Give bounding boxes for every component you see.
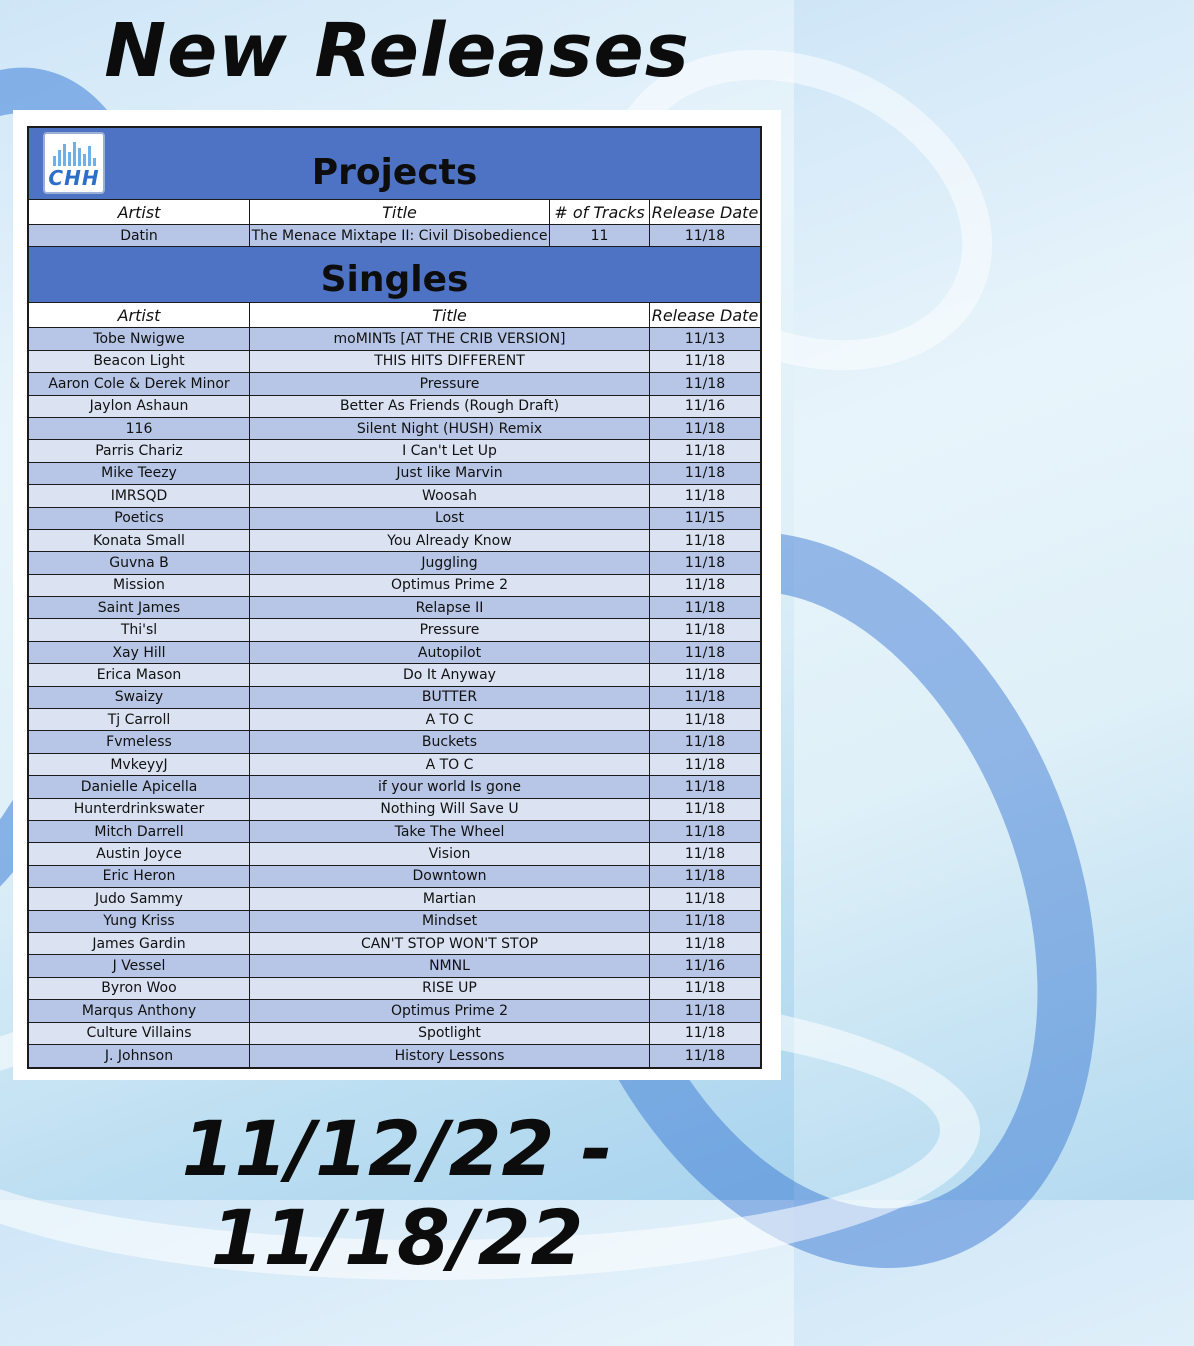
single-title: History Lessons: [250, 1045, 650, 1067]
headline: New Releases: [104, 8, 690, 94]
single-release-date: 11/18: [684, 868, 726, 885]
single-release-date: 11/18: [684, 487, 726, 504]
single-release-date: 11/18: [684, 599, 726, 616]
single-row: [29, 597, 760, 619]
single-release-date: 11/18: [684, 801, 726, 818]
single-artist: MvkeyyJ: [29, 754, 250, 775]
single-title: Better As Friends (Rough Draft): [250, 396, 650, 417]
single-row: [29, 1023, 760, 1045]
single-row: [29, 619, 760, 641]
single-release-date: 11/18: [684, 375, 726, 392]
single-row: [29, 933, 760, 955]
single-row: [29, 866, 760, 888]
single-title: Spotlight: [250, 1023, 650, 1044]
single-title: RISE UP: [250, 978, 650, 999]
project-title: The Menace Mixtape II: Civil Disobedience: [250, 225, 550, 246]
single-row: [29, 821, 760, 843]
single-release-date: 11/18: [684, 577, 726, 594]
single-title: Martian: [250, 888, 650, 909]
single-artist: Beacon Light: [29, 351, 250, 372]
projects-banner: [29, 128, 760, 200]
single-row: [29, 463, 760, 485]
single-release-date: 11/18: [684, 1025, 726, 1042]
logo-text: CHH: [48, 166, 100, 190]
single-artist: Aaron Cole & Derek Minor: [29, 373, 250, 394]
single-release-date: 11/18: [684, 554, 726, 571]
single-row: [29, 328, 760, 350]
single-release-date: 11/18: [684, 823, 726, 840]
single-artist: J Vessel: [29, 955, 250, 976]
single-title: Buckets: [250, 731, 650, 752]
single-release-date: 11/18: [684, 689, 726, 706]
single-row: [29, 440, 760, 462]
single-artist: Byron Woo: [29, 978, 250, 999]
single-row: [29, 351, 760, 373]
single-release-date: 11/18: [684, 890, 726, 907]
single-title: Optimus Prime 2: [250, 575, 650, 596]
single-row: [29, 731, 760, 753]
column-header: Artist: [29, 303, 250, 327]
single-row: [29, 552, 760, 574]
single-release-date: 11/18: [684, 1002, 726, 1019]
single-row: [29, 642, 760, 664]
projects-header-row: [29, 200, 760, 225]
single-row: [29, 1000, 760, 1022]
single-release-date: 11/18: [684, 756, 726, 773]
single-row: [29, 776, 760, 798]
single-row: [29, 418, 760, 440]
single-title: Take The Wheel: [250, 821, 650, 842]
single-release-date: 11/18: [684, 734, 726, 751]
single-row: [29, 1045, 760, 1067]
single-artist: Culture Villains: [29, 1023, 250, 1044]
single-row: [29, 955, 760, 977]
single-release-date: 11/15: [684, 510, 726, 527]
single-title: BUTTER: [250, 687, 650, 708]
single-title: Pressure: [250, 619, 650, 640]
single-row: [29, 373, 760, 395]
single-artist: Hunterdrinkswater: [29, 799, 250, 820]
single-row: [29, 575, 760, 597]
project-artist: Datin: [29, 225, 250, 246]
singles-list: [29, 328, 760, 1067]
single-row: [29, 485, 760, 507]
project-row: [29, 225, 760, 247]
single-title: Juggling: [250, 552, 650, 573]
single-row: [29, 799, 760, 821]
single-release-date: 11/18: [684, 622, 726, 639]
single-title: You Already Know: [250, 530, 650, 551]
singles-banner: [29, 247, 760, 303]
single-artist: Yung Kriss: [29, 911, 250, 932]
single-row: [29, 687, 760, 709]
single-release-date: 11/18: [684, 644, 726, 661]
column-header: Title: [250, 303, 650, 327]
single-artist: Eric Heron: [29, 866, 250, 887]
single-title: Pressure: [250, 373, 650, 394]
single-artist: Fvmeless: [29, 731, 250, 752]
single-title: THIS HITS DIFFERENT: [250, 351, 650, 372]
single-title: Silent Night (HUSH) Remix: [250, 418, 650, 439]
single-release-date: 11/18: [684, 532, 726, 549]
single-artist: Parris Chariz: [29, 440, 250, 461]
single-artist: Poetics: [29, 508, 250, 529]
single-artist: Mission: [29, 575, 250, 596]
singles-title: Singles: [320, 259, 469, 301]
single-title: Downtown: [250, 866, 650, 887]
single-artist: Jaylon Ashaun: [29, 396, 250, 417]
single-artist: J. Johnson: [29, 1045, 250, 1067]
single-title: Nothing Will Save U: [250, 799, 650, 820]
column-header: # of Tracks: [550, 200, 650, 224]
single-artist: Tobe Nwigwe: [29, 328, 250, 349]
single-release-date: 11/16: [684, 398, 726, 415]
single-release-date: 11/13: [684, 331, 726, 348]
single-release-date: 11/18: [684, 465, 726, 482]
single-artist: Austin Joyce: [29, 843, 250, 864]
single-artist: Mitch Darrell: [29, 821, 250, 842]
single-row: [29, 888, 760, 910]
column-header: Title: [250, 200, 550, 224]
single-artist: Tj Carroll: [29, 709, 250, 730]
single-artist: Saint James: [29, 597, 250, 618]
single-title: Mindset: [250, 911, 650, 932]
single-artist: Konata Small: [29, 530, 250, 551]
single-release-date: 11/18: [684, 935, 726, 952]
single-release-date: 11/18: [684, 443, 726, 460]
single-title: Vision: [250, 843, 650, 864]
single-artist: Swaizy: [29, 687, 250, 708]
project-track-count: 11: [550, 225, 650, 246]
single-artist: 116: [29, 418, 250, 439]
single-release-date: 11/18: [684, 846, 726, 863]
single-title: NMNL: [250, 955, 650, 976]
single-title: Autopilot: [250, 642, 650, 663]
single-title: I Can't Let Up: [250, 440, 650, 461]
single-artist: Thi'sl: [29, 619, 250, 640]
single-title: A TO C: [250, 754, 650, 775]
single-title: Optimus Prime 2: [250, 1000, 650, 1021]
single-release-date: 11/18: [684, 778, 726, 795]
single-row: [29, 664, 760, 686]
single-artist: Judo Sammy: [29, 888, 250, 909]
singles-header-row: [29, 303, 760, 328]
single-release-date: 11/18: [684, 980, 726, 997]
single-release-date: 11/18: [684, 666, 726, 683]
single-artist: Xay Hill: [29, 642, 250, 663]
projects-title: Projects: [311, 152, 478, 193]
single-release-date: 11/18: [684, 913, 726, 930]
single-title: A TO C: [250, 709, 650, 730]
single-title: Lost: [250, 508, 650, 529]
single-row: [29, 709, 760, 731]
single-row: [29, 978, 760, 1000]
single-release-date: 11/18: [684, 420, 726, 437]
single-artist: IMRSQD: [29, 485, 250, 506]
column-header: Release Date: [651, 305, 759, 325]
column-header: Artist: [29, 200, 250, 224]
single-release-date: 11/18: [684, 353, 726, 370]
single-artist: Marqus Anthony: [29, 1000, 250, 1021]
single-artist: Danielle Apicella: [29, 776, 250, 797]
single-release-date: 11/18: [684, 711, 726, 728]
single-artist: Guvna B: [29, 552, 250, 573]
single-title: Do It Anyway: [250, 664, 650, 685]
date-range: 11/12/22 - 11/18/22: [181, 1104, 613, 1282]
single-row: [29, 843, 760, 865]
single-release-date: 11/16: [684, 958, 726, 975]
single-row: [29, 508, 760, 530]
single-artist: Mike Teezy: [29, 463, 250, 484]
single-artist: Erica Mason: [29, 664, 250, 685]
single-row: [29, 530, 760, 552]
single-row: [29, 911, 760, 933]
single-title: Woosah: [250, 485, 650, 506]
release-table: [27, 126, 762, 1069]
single-title: Just like Marvin: [250, 463, 650, 484]
single-title: Relapse II: [250, 597, 650, 618]
single-title: CAN'T STOP WON'T STOP: [250, 933, 650, 954]
single-artist: James Gardin: [29, 933, 250, 954]
single-row: [29, 396, 760, 418]
release-card: [13, 110, 781, 1080]
column-header: Release Date: [651, 202, 759, 222]
project-release-date: 11/18: [684, 227, 726, 244]
single-row: [29, 754, 760, 776]
single-title: if your world Is gone: [250, 776, 650, 797]
single-release-date: 11/18: [684, 1048, 726, 1065]
single-title: moMINTs [AT THE CRIB VERSION]: [250, 328, 650, 349]
